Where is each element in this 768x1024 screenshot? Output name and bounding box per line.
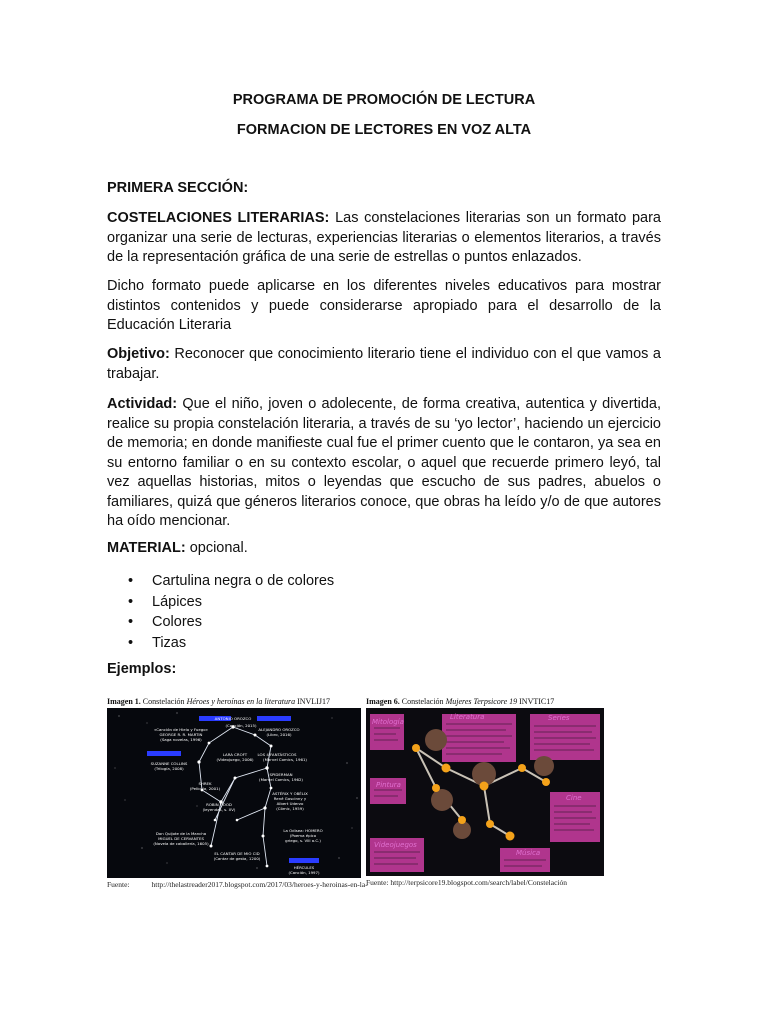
label-asterix-2: René Goscinny y bbox=[273, 796, 307, 801]
document-subtitle: FORMACION DE LECTORES EN VOZ ALTA bbox=[236, 122, 532, 138]
actividad-label: Actividad: bbox=[107, 396, 178, 412]
label-shrek-2: (Película, 2001) bbox=[189, 786, 221, 791]
constelaciones-text: Las constelaciones literarias son un formato para organizar una serie de lecturas, experiencias literarias o elementos literarios, a través de la representación gráfica de una serie de estrellas o puntos enlazados. bbox=[107, 210, 661, 265]
label-martin-1: «Canción de Hielo y Fuego» bbox=[153, 727, 209, 732]
label-cid-2: (Cantar de gesta, 1200) bbox=[213, 856, 261, 861]
label-lara-1: LARA CROFT bbox=[222, 752, 248, 757]
label-asterix-4: (Cómic, 1959) bbox=[276, 806, 304, 811]
figure-heroes bbox=[107, 697, 368, 889]
label-odisea-3: griego, s. VIII a.C.) bbox=[285, 838, 321, 843]
materials-list bbox=[128, 571, 334, 653]
figure-caption: Imagen 1. Constelación Héroes y heroínas en la literatura INVLIJ17 bbox=[107, 697, 330, 706]
category-mitologia: Mitología bbox=[372, 718, 404, 726]
label-odisea-2: (Poema épico bbox=[289, 833, 317, 838]
constellation-image-heroes bbox=[107, 708, 361, 878]
label-spiderman-1: SPIDERMAN bbox=[269, 772, 293, 777]
constellation-stars bbox=[197, 725, 272, 867]
highlight-box bbox=[257, 716, 291, 721]
list-item: • Lápices bbox=[128, 593, 202, 610]
constelaciones-paragraph bbox=[107, 209, 661, 268]
label-quijote-1: Don Quijote de la Mancha bbox=[155, 831, 207, 836]
label-asterix-3: Albert Uderzo bbox=[276, 801, 304, 806]
label-collins-2: (Trilogía, 2008) bbox=[154, 766, 184, 771]
figure-source: Fuente: http://terpsicore19.blogspot.com/search/label/Constelación bbox=[366, 878, 567, 887]
category-literatura: Literatura bbox=[450, 713, 485, 721]
label-robin-1: ROBIN HOOD bbox=[206, 802, 232, 807]
label-lara-2: (Videojuego, 2006) bbox=[216, 757, 254, 762]
category-cine: Cine bbox=[566, 794, 582, 802]
dicho-paragraph: Dicho formato puede aplicarse en los diferentes niveles educativos para mostrar distintos contenidos y puede considerarse apropiado para el desarrollo de la Educación Literaria bbox=[107, 278, 661, 333]
label-martin-3: (Saga novelas, 1996) bbox=[160, 737, 202, 742]
list-item: • Tizas bbox=[128, 634, 187, 651]
highlight-box bbox=[147, 751, 181, 756]
label-shrek-1: SHREK bbox=[198, 781, 212, 786]
label-collins-1: SUZANNE COLLINS bbox=[150, 761, 188, 766]
constellation-heroes-graphic bbox=[107, 708, 361, 878]
constellation-image-mujeres bbox=[366, 708, 604, 876]
document-title: PROGRAMA DE PROMOCIÓN DE LECTURA bbox=[232, 92, 536, 108]
figure-caption: Imagen 6. Constelación Mujeres Terpsicore 19 INVTIC17 bbox=[366, 697, 555, 706]
material-label: MATERIAL: bbox=[107, 540, 186, 556]
label-odisea-1: La Odisea: HOMERO bbox=[283, 828, 323, 833]
objetivo-text: Reconocer que conocimiento literario tiene el individuo con el que vamos a trabajar. bbox=[107, 346, 661, 382]
bullet-icon: • bbox=[128, 593, 134, 610]
bullet-icon: • bbox=[128, 614, 134, 630]
material-paragraph bbox=[107, 539, 661, 559]
objetivo-label: Objetivo: bbox=[107, 346, 170, 362]
category-musica: Música bbox=[516, 849, 541, 857]
label-cid-1: EL CANTAR DE MIO CID bbox=[214, 851, 260, 856]
background-stars bbox=[115, 712, 358, 868]
material-text: opcional. bbox=[185, 540, 248, 556]
actividad-text: Que el niño, joven o adolecente, de forma creativa, autentica y divertida, realice su propia constelación literaria, a través de su ‘yo lector’, haciendo un ejercicio de memoria; en donde manifieste cual fue el primer cuento que le contaron, ya sea en su entorno familiar o en su contexto escolar, o aquel que recuerde primero leyó, tal vez aquellas historias, mitos o leyendas que escucho de sus padres, abuelos o familiares, quizá que géneros literarios conoce, que obras ha leído y/o de que autores ha oído mencionar. bbox=[107, 396, 661, 529]
list-item: • Cartulina negra o de colores bbox=[128, 573, 335, 589]
label-quijote-3: (Novela de caballería, 1605) bbox=[153, 841, 209, 846]
constelaciones-label: COSTELACIONES LITERARIAS: bbox=[107, 210, 330, 226]
label-asterix-1: ASTÉRIX Y OBÉLIX bbox=[272, 791, 308, 796]
label-fantasticos-2: (Marvel Comics, 1961) bbox=[263, 757, 307, 762]
objetivo-paragraph bbox=[107, 345, 661, 384]
label-quijote-2: MIGUEL DE CERVANTES bbox=[158, 836, 204, 841]
label-alejandro: ALEJANDRO OROZCO bbox=[258, 727, 300, 732]
section-heading: PRIMERA SECCIÓN: bbox=[107, 180, 249, 196]
category-pintura: Pintura bbox=[376, 781, 401, 789]
label-antonio-sub: (Canción, 2015) bbox=[225, 723, 257, 728]
category-series: Series bbox=[548, 714, 570, 722]
label-alejandro-sub: (Libro, 2016) bbox=[266, 732, 292, 737]
label-fantasticos-1: LOS 4 FANTÁSTICOS bbox=[257, 752, 297, 757]
label-hercules-2: (Canción, 1997) bbox=[288, 870, 320, 875]
label-martin-2: GEORGE R. R. MARTIN bbox=[159, 732, 203, 737]
bullet-icon: • bbox=[128, 634, 134, 651]
label-robin-2: (leyendas, s. XV) bbox=[202, 807, 236, 812]
label-antonio: ANTONIO OROZCO bbox=[214, 716, 252, 721]
bullet-icon: • bbox=[128, 573, 134, 589]
constellation-mujeres-graphic bbox=[366, 708, 604, 876]
list-item: • Colores bbox=[128, 614, 202, 630]
figure-source: Fuente: http://thelastreader2017.blogspot.com/2017/03/heroes-y-heroinas-en-la- bbox=[107, 880, 368, 889]
category-videojuegos: Videojuegos bbox=[374, 841, 417, 849]
highlight-box bbox=[289, 858, 319, 863]
ejemplos-heading: Ejemplos: bbox=[107, 661, 177, 677]
figure-mujeres bbox=[366, 697, 606, 887]
label-spiderman-2: (Marvel Comics, 1962) bbox=[259, 777, 303, 782]
label-hercules-1: HÉRCULES bbox=[293, 865, 315, 870]
actividad-paragraph bbox=[107, 395, 661, 532]
